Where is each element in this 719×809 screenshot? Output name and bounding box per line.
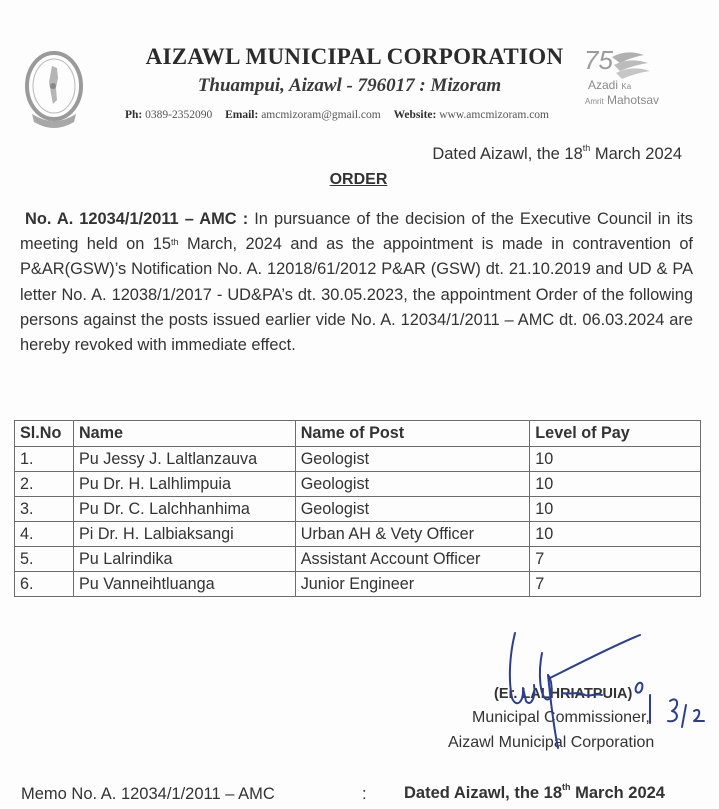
cell-post: Geologist — [295, 472, 530, 497]
cell-sl-no: 3. — [15, 497, 74, 522]
cell-post: Geologist — [295, 497, 530, 522]
azadi-logo-line1 — [588, 78, 631, 92]
cell-sl-no: 1. — [15, 447, 74, 472]
website-label: Website: — [393, 109, 437, 121]
memo-date-suffix: March 2024 — [570, 784, 665, 802]
signatory-title: Municipal Commissioner, — [472, 709, 650, 726]
cell-sl-no: 2. — [15, 472, 74, 497]
cell-pay-level: 7 — [530, 547, 701, 572]
header-name-of-post: Name of Post — [295, 421, 530, 447]
signatory-organization: Aizawl Municipal Corporation — [448, 734, 655, 751]
cell-name: Pu Jessy J. Laltlanzauva — [73, 447, 295, 472]
order-body-text-a: In pursuance of the decision of the Executive Council in its meeting held on 15 — [20, 210, 693, 254]
cell-post: Geologist — [295, 447, 530, 472]
header-sl-no: Sl.No — [15, 421, 74, 447]
memo-date-sup: th — [562, 782, 571, 792]
revoked-appointments-table — [14, 420, 701, 597]
memo-separator: : — [362, 785, 367, 803]
order-date-suffix: March 2024 — [590, 145, 682, 163]
phone-label: Ph: — [125, 109, 143, 121]
table-header-row — [15, 421, 701, 447]
cell-post: Assistant Account Officer — [295, 547, 530, 572]
table-row — [15, 547, 701, 572]
cell-sl-no: 5. — [15, 547, 74, 572]
signatory-name: (Er. LALHRIATPUIA) — [494, 686, 633, 702]
table-row — [15, 447, 701, 472]
cell-pay-level: 10 — [530, 522, 701, 547]
organization-address-text: Thuampui, Aizawl - 796017 : Mizoram — [197, 75, 502, 96]
cell-pay-level: 10 — [530, 497, 701, 522]
order-body — [20, 207, 693, 358]
email-label: Email: — [225, 109, 259, 121]
table-row — [15, 497, 701, 522]
memo-date — [404, 784, 665, 803]
cell-post: Junior Engineer — [295, 572, 530, 597]
header-name: Name — [73, 421, 295, 447]
order-title-text: ORDER — [329, 171, 388, 188]
email-value: amcmizoram@gmail.com — [261, 109, 381, 121]
cell-name: Pu Vanneihtluanga — [73, 572, 295, 597]
table-row — [15, 472, 701, 497]
header-level-of-pay: Level of Pay — [530, 421, 701, 447]
cell-sl-no: 4. — [15, 522, 74, 547]
phone-value: 0389-2352090 — [145, 109, 213, 121]
cell-name: Pu Lalrindika — [73, 547, 295, 572]
cell-pay-level: 10 — [530, 472, 701, 497]
cell-sl-no: 6. — [15, 572, 74, 597]
azadi-logo-word: Azadi — [588, 78, 619, 92]
order-date-sup: th — [582, 143, 591, 153]
cell-pay-level: 10 — [530, 447, 701, 472]
organization-name-text: AIZAWL MUNICIPAL CORPORATION — [145, 44, 564, 69]
azadi-logo-line2 — [585, 93, 659, 107]
order-title — [0, 171, 719, 189]
azadi-logo-mahotsav: Mahotsav — [607, 93, 660, 107]
website-value: www.amcmizoram.com — [439, 109, 549, 121]
logo-numeral: 75 — [584, 45, 613, 75]
order-date-prefix: Dated Aizawl, the 18 — [432, 145, 583, 163]
table-row — [15, 572, 701, 597]
contact-line — [125, 109, 549, 121]
order-reference-number: No. A. 12034/1/2011 – AMC : — [25, 210, 249, 228]
order-body-text-b: March, 2024 and as the appointment is made in contravention of P&AR(GSW)’s Notification No. A. 12018/61/2012 P&AR (GSW) dt. 21.10.2019 and UD & PA letter No. A. 12038/1/2017 - UD&PA’s dt. 30.05.2023, the appointment Order of the following persons against the posts issued earlier vide No. A. 12034/1/2011 – AMC dt. 06.03.2024 are hereby revoked with immediate effect. — [20, 235, 693, 355]
azadi-logo-amrit: Amrit — [585, 97, 604, 106]
memo-reference-number: Memo No. A. 12034/1/2011 – AMC — [21, 785, 275, 803]
order-body-sup: th — [171, 237, 179, 248]
cell-name: Pu Dr. H. Lalhlimpuia — [73, 472, 295, 497]
handwritten-signature-icon — [490, 623, 719, 758]
azadi-logo-ka: Ka — [621, 82, 632, 91]
cell-post: Urban AH & Vety Officer — [295, 522, 530, 547]
order-date — [432, 145, 682, 164]
table-row — [15, 522, 701, 547]
cell-pay-level: 7 — [530, 572, 701, 597]
cell-name: Pi Dr. H. Lalbiaksangi — [73, 522, 295, 547]
memo-date-prefix: Dated Aizawl, the 18 — [404, 784, 563, 802]
cell-name: Pu Dr. C. Lalchhanhima — [73, 497, 295, 522]
